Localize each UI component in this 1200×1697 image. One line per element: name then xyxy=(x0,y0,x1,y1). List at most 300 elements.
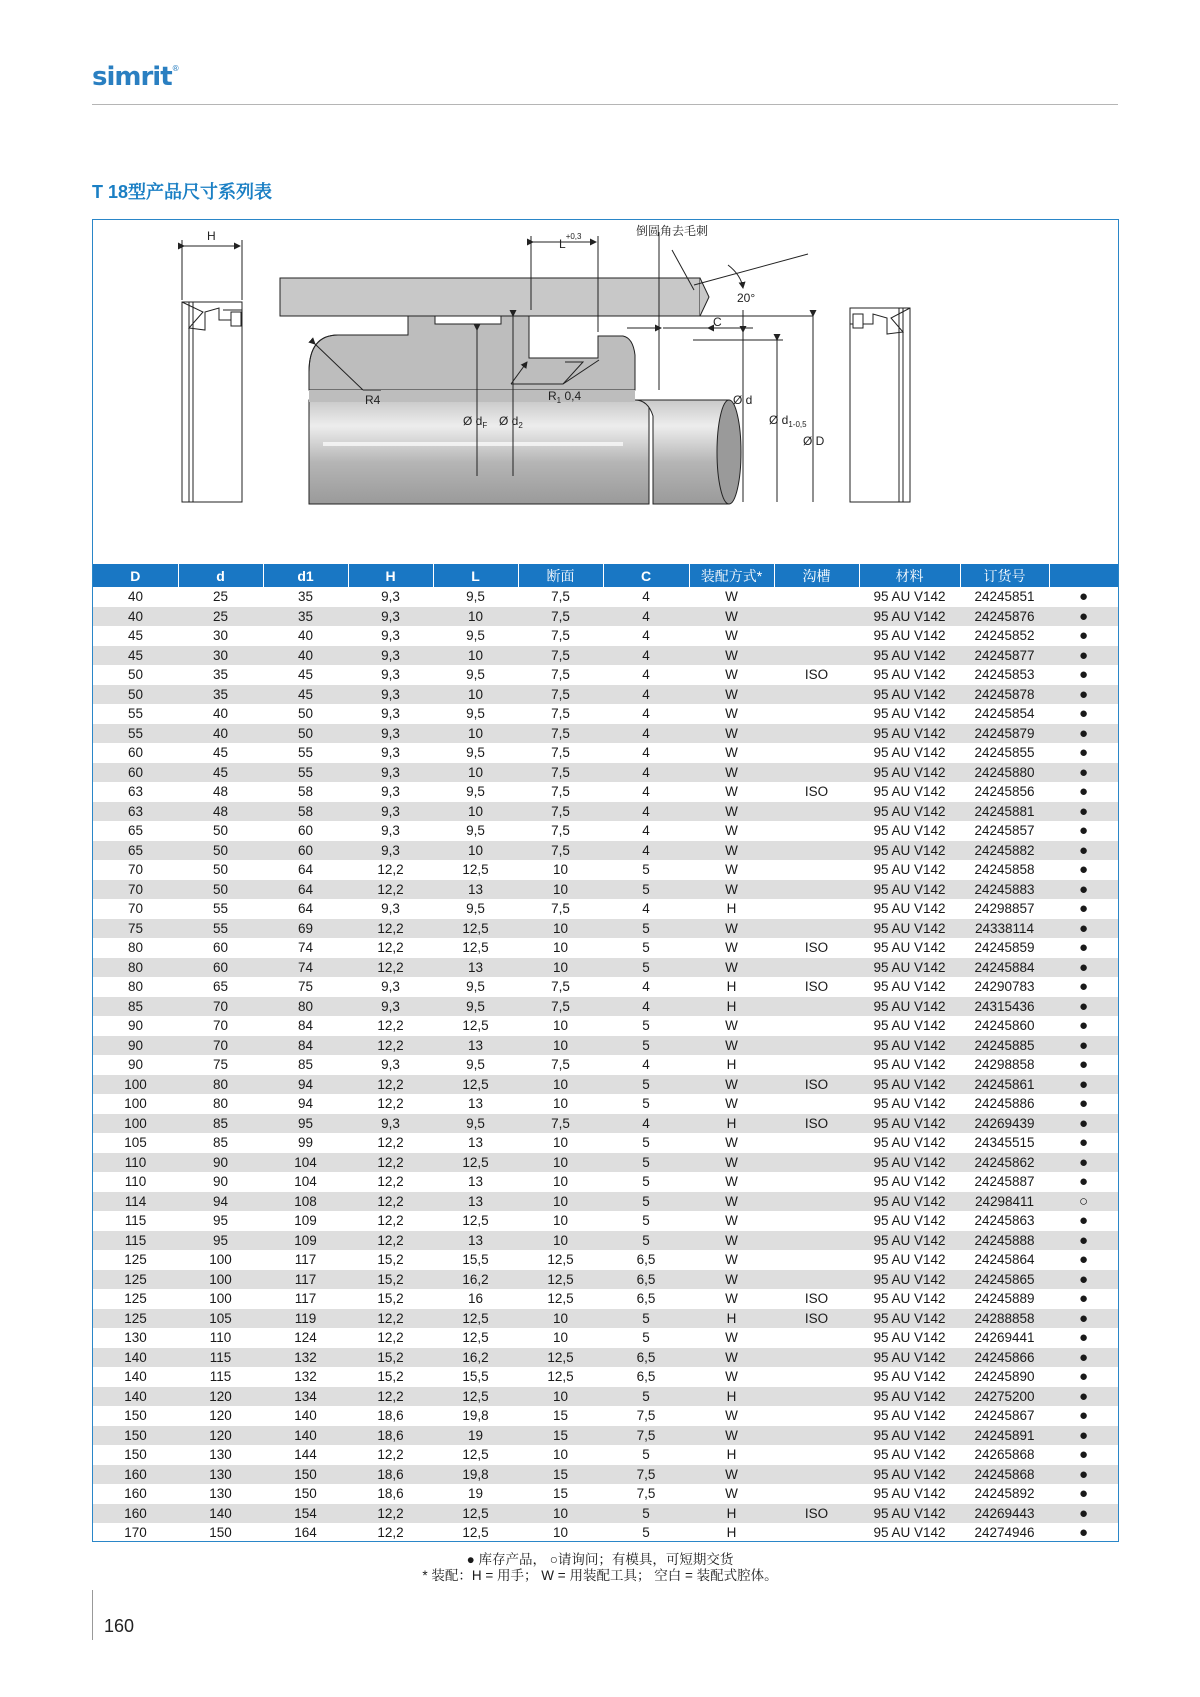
cell-material: 95 AU V142 xyxy=(859,1192,960,1212)
legend-assembly-note: * 装配：H = 用手； W = 用装配工具； 空白 = 装配式腔体。 xyxy=(422,1568,778,1583)
cell-outer-diameter: 105 xyxy=(124,1135,147,1150)
cell-material: 95 AU V142 xyxy=(873,745,946,760)
cell-groove xyxy=(774,1250,859,1270)
cell-h: 9,3 xyxy=(381,667,400,682)
cell-stock xyxy=(1049,724,1118,744)
cell-section: 10 xyxy=(552,1018,569,1033)
cell-section: 10 xyxy=(552,1213,569,1228)
cell-groove xyxy=(774,1406,859,1426)
in-stock-icon: ● xyxy=(1078,1173,1089,1190)
cell-section: 10 xyxy=(552,1135,569,1150)
cell-c: 4 xyxy=(642,823,650,838)
cell-groove xyxy=(774,1172,859,1192)
cell-h: 15,2 xyxy=(377,1369,404,1384)
cell-d1: 108 xyxy=(263,1192,348,1212)
cell-order-no: 24288858 xyxy=(960,1309,1049,1329)
cell-material: 95 AU V142 xyxy=(873,901,946,916)
cell-l: 12,5 xyxy=(433,919,518,939)
cell-d1: 94 xyxy=(263,1075,348,1095)
cell-order-no: 24245883 xyxy=(960,880,1049,900)
cell-inner-diameter: 94 xyxy=(178,1192,263,1212)
cell-outer-diameter: 140 xyxy=(93,1348,178,1368)
table-row xyxy=(93,977,1118,997)
cell-h: 9,3 xyxy=(381,628,400,643)
cell-l: 19 xyxy=(467,1486,484,1501)
cell-inner-diameter: 130 xyxy=(209,1447,232,1462)
cell-order-no: 24298411 xyxy=(960,1192,1049,1212)
cell-assembly: W xyxy=(689,1075,774,1095)
cell-section: 7,5 xyxy=(551,667,570,682)
cell-stock xyxy=(1049,1192,1118,1212)
cell-outer-diameter: 45 xyxy=(127,628,144,643)
cell-inner-diameter: 80 xyxy=(212,1096,229,1111)
in-stock-icon: ● xyxy=(1078,900,1089,917)
cell-inner-diameter: 35 xyxy=(212,667,229,682)
cell-groove xyxy=(774,626,859,646)
cell-h: 9,3 xyxy=(381,706,400,721)
cell-inner-diameter: 100 xyxy=(209,1252,232,1267)
cell-inner-diameter: 50 xyxy=(212,862,229,877)
cell-order-no: 24290783 xyxy=(974,979,1035,994)
cell-assembly: H xyxy=(689,1387,774,1407)
cell-order-no: 24245890 xyxy=(974,1369,1035,1384)
in-stock-icon: ● xyxy=(1078,880,1089,898)
cell-material: 95 AU V142 xyxy=(873,862,946,877)
cell-stock xyxy=(1049,1231,1118,1251)
cell-section: 10 xyxy=(552,1174,569,1189)
cell-stock xyxy=(1049,1309,1118,1329)
cell-d1: 69 xyxy=(263,919,348,939)
cell-groove xyxy=(774,724,859,744)
cell-inner-diameter: 70 xyxy=(178,997,263,1017)
in-stock-icon: ● xyxy=(1078,1407,1089,1424)
cell-groove xyxy=(774,919,859,939)
cell-c: 5 xyxy=(642,1330,650,1345)
cell-h: 15,2 xyxy=(348,1348,433,1368)
cell-order-no: 24275200 xyxy=(960,1387,1049,1407)
cell-inner-diameter: 30 xyxy=(178,646,263,666)
cell-inner-diameter: 100 xyxy=(209,1291,232,1306)
in-stock-icon: ● xyxy=(1078,685,1089,703)
table-row xyxy=(93,665,1118,685)
cell-material: 95 AU V142 xyxy=(873,1135,946,1150)
cell-l: 10 xyxy=(433,685,518,705)
cell-stock xyxy=(1049,1328,1118,1348)
cell-assembly: H xyxy=(689,1504,774,1524)
table-row xyxy=(93,821,1118,841)
cell-l: 15,5 xyxy=(462,1369,489,1384)
cell-stock xyxy=(1049,685,1118,705)
cell-l: 15,5 xyxy=(462,1252,489,1267)
cell-h: 12,2 xyxy=(377,1213,404,1228)
cell-assembly: H xyxy=(726,1525,737,1540)
cell-material: 95 AU V142 xyxy=(859,1114,960,1134)
cell-section: 7,5 xyxy=(551,628,570,643)
cell-d1: 117 xyxy=(294,1252,317,1267)
table-row xyxy=(93,587,1118,607)
cell-l: 16,2 xyxy=(433,1270,518,1290)
page-number: 160 xyxy=(104,1616,135,1636)
cell-assembly: W xyxy=(689,1348,774,1368)
cell-h: 12,2 xyxy=(377,862,404,877)
cell-section: 7,5 xyxy=(551,979,570,994)
cell-l: 9,5 xyxy=(433,1114,518,1134)
cell-c: 5 xyxy=(603,1387,689,1407)
cell-order-no: 24245885 xyxy=(960,1036,1049,1056)
cell-stock xyxy=(1049,646,1118,666)
table-row xyxy=(93,1387,1118,1407)
cell-order-no: 24345515 xyxy=(974,1135,1035,1150)
cell-c: 5 xyxy=(642,862,650,877)
cell-inner-diameter: 120 xyxy=(209,1408,232,1423)
cell-assembly: H xyxy=(726,1057,737,1072)
cell-section: 7,5 xyxy=(551,901,570,916)
in-stock-icon: ● xyxy=(1078,1446,1089,1463)
cell-outer-diameter: 40 xyxy=(127,589,144,604)
cell-d1: 64 xyxy=(297,862,314,877)
col-header-l: L xyxy=(433,564,518,587)
cell-d1: 55 xyxy=(263,763,348,783)
cell-groove xyxy=(774,763,859,783)
cell-section: 15 xyxy=(552,1486,569,1501)
cell-inner-diameter: 115 xyxy=(209,1369,232,1384)
cell-section: 7,5 xyxy=(551,745,570,760)
cell-assembly: W xyxy=(725,1369,738,1384)
cell-l: 9,5 xyxy=(433,997,518,1017)
cell-d1: 124 xyxy=(294,1330,317,1345)
in-stock-icon: ● xyxy=(1078,1485,1089,1502)
cell-h: 15,2 xyxy=(377,1252,404,1267)
cell-groove xyxy=(774,1328,859,1348)
in-stock-icon: ● xyxy=(1078,1387,1089,1405)
in-stock-icon: ● xyxy=(1078,958,1089,976)
cell-section: 10 xyxy=(518,958,603,978)
cell-assembly: W xyxy=(689,880,774,900)
cell-l: 13 xyxy=(433,1231,518,1251)
cell-stock xyxy=(1049,607,1118,627)
cell-stock xyxy=(1049,802,1118,822)
cell-l: 12,5 xyxy=(433,1504,518,1524)
cell-assembly: W xyxy=(725,1330,738,1345)
cell-outer-diameter: 160 xyxy=(124,1486,147,1501)
cell-inner-diameter: 35 xyxy=(178,685,263,705)
cell-outer-diameter: 55 xyxy=(93,724,178,744)
table-row xyxy=(93,802,1118,822)
cell-d1: 64 xyxy=(297,901,314,916)
cell-c: 5 xyxy=(603,1153,689,1173)
cell-c: 4 xyxy=(642,979,650,994)
cell-h: 9,3 xyxy=(348,841,433,861)
table-row xyxy=(93,763,1118,783)
col-header-section: 断面 xyxy=(518,564,603,587)
cell-l: 9,5 xyxy=(466,784,485,799)
cell-section: 7,5 xyxy=(518,724,603,744)
label-c: C xyxy=(713,315,722,329)
cell-order-no: 24298858 xyxy=(974,1057,1035,1072)
cell-c: 4 xyxy=(642,706,650,721)
cell-order-no: 24245878 xyxy=(960,685,1049,705)
cell-order-no: 24269441 xyxy=(974,1330,1035,1345)
table-row xyxy=(93,1328,1118,1348)
in-stock-icon: ● xyxy=(1078,607,1089,625)
cell-stock xyxy=(1049,1406,1118,1426)
cell-inner-diameter: 45 xyxy=(212,745,229,760)
cell-material: 95 AU V142 xyxy=(873,1369,946,1384)
table-row xyxy=(93,685,1118,705)
cell-c: 4 xyxy=(603,607,689,627)
cell-stock xyxy=(1049,1289,1118,1309)
cell-stock xyxy=(1049,1504,1118,1524)
cell-assembly: W xyxy=(689,1465,774,1485)
cell-h: 12,2 xyxy=(377,1447,404,1462)
cell-assembly: W xyxy=(689,646,774,666)
cell-material: 95 AU V142 xyxy=(873,1057,946,1072)
cell-material: 95 AU V142 xyxy=(873,823,946,838)
in-stock-icon: ● xyxy=(1078,822,1089,839)
cell-assembly: W xyxy=(725,940,738,955)
label-d1: Ø $d_{1-0,5}$ xyxy=(769,413,807,429)
cell-stock xyxy=(1049,841,1118,861)
cell-stock xyxy=(1049,1367,1118,1387)
label-h: H xyxy=(207,229,216,243)
cell-groove xyxy=(774,1387,859,1407)
cell-outer-diameter: 160 xyxy=(93,1504,178,1524)
cell-groove xyxy=(774,1426,859,1446)
cell-h: 12,2 xyxy=(377,1174,404,1189)
header-divider xyxy=(92,104,1118,105)
col-header-assembly: 装配方式* xyxy=(689,564,774,587)
cell-outer-diameter: 100 xyxy=(124,1096,147,1111)
cell-c: 5 xyxy=(642,1018,650,1033)
cell-h: 15,2 xyxy=(348,1270,433,1290)
col-header-inner-diameter: d xyxy=(178,564,263,587)
cell-c: 7,5 xyxy=(636,1486,656,1501)
cell-stock xyxy=(1049,880,1118,900)
cell-order-no: 24245882 xyxy=(960,841,1049,861)
dimension-table xyxy=(93,564,1118,1543)
cell-c: 5 xyxy=(642,1447,650,1462)
cell-d1: 75 xyxy=(297,979,314,994)
table-row xyxy=(93,607,1118,627)
cell-section: 15 xyxy=(518,1426,603,1446)
table-row xyxy=(93,704,1118,724)
table-row xyxy=(93,899,1118,919)
table-row xyxy=(93,880,1118,900)
cell-d1: 109 xyxy=(263,1231,348,1251)
in-stock-icon: ● xyxy=(1078,1212,1089,1229)
cell-section: 10 xyxy=(518,1153,603,1173)
cell-material: 95 AU V142 xyxy=(873,940,946,955)
cell-stock xyxy=(1049,1016,1118,1036)
cell-l: 10 xyxy=(433,646,518,666)
cell-groove xyxy=(774,1153,859,1173)
cell-material: 95 AU V142 xyxy=(873,1213,946,1228)
cell-d1: 60 xyxy=(297,823,314,838)
cell-section: 12,5 xyxy=(547,1252,574,1267)
cell-section: 7,5 xyxy=(518,607,603,627)
cell-h: 9,3 xyxy=(348,763,433,783)
cell-inner-diameter: 105 xyxy=(178,1309,263,1329)
cell-h: 18,6 xyxy=(348,1426,433,1446)
cell-c: 4 xyxy=(642,745,650,760)
table-row xyxy=(93,919,1118,939)
footer-rule xyxy=(92,1590,93,1640)
cell-assembly: W xyxy=(689,724,774,744)
cell-d1: 74 xyxy=(263,958,348,978)
cell-section: 7,5 xyxy=(551,589,570,604)
cell-d1: 64 xyxy=(263,880,348,900)
cell-l: 12,5 xyxy=(462,1525,489,1540)
cell-c: 4 xyxy=(603,685,689,705)
cell-order-no: 24245862 xyxy=(960,1153,1049,1173)
cell-h: 12,2 xyxy=(377,1525,404,1540)
cell-l: 12,5 xyxy=(462,1330,489,1345)
cell-d1: 150 xyxy=(263,1465,348,1485)
cell-h: 12,2 xyxy=(348,1153,433,1173)
cell-assembly: W xyxy=(689,1270,774,1290)
table-row xyxy=(93,1153,1118,1173)
cell-outer-diameter: 50 xyxy=(93,685,178,705)
cell-material: 95 AU V142 xyxy=(873,784,946,799)
cell-c: 6,5 xyxy=(636,1369,656,1384)
table-row xyxy=(93,1523,1118,1543)
cell-d1: 134 xyxy=(263,1387,348,1407)
cell-d1: 50 xyxy=(263,724,348,744)
cell-d1: 150 xyxy=(294,1486,317,1501)
cell-order-no: 24245859 xyxy=(974,940,1035,955)
label-chamfer-note: 倒圆角去毛刺 xyxy=(636,224,709,238)
cell-stock xyxy=(1049,587,1118,607)
cell-material: 95 AU V142 xyxy=(873,1252,946,1267)
cell-l: 12,5 xyxy=(462,1018,489,1033)
in-stock-icon: ● xyxy=(1078,1114,1089,1132)
cell-order-no: 24245851 xyxy=(974,589,1035,604)
cell-c: 4 xyxy=(603,646,689,666)
cell-stock xyxy=(1049,1445,1118,1465)
cell-inner-diameter: 65 xyxy=(212,979,229,994)
cell-stock xyxy=(1049,665,1118,685)
table-row xyxy=(93,1172,1118,1192)
cell-d1: 164 xyxy=(294,1525,317,1540)
cell-c: 6,5 xyxy=(636,1252,656,1267)
cell-h: 12,2 xyxy=(348,1387,433,1407)
table-row xyxy=(93,1231,1118,1251)
label-d2: Ø $d_2$ xyxy=(499,414,523,430)
cell-outer-diameter: 160 xyxy=(93,1465,178,1485)
cell-outer-diameter: 70 xyxy=(93,880,178,900)
cell-order-no: 24338114 xyxy=(960,919,1049,939)
cell-c: 5 xyxy=(642,1096,650,1111)
in-stock-icon: ● xyxy=(1078,997,1089,1015)
cell-order-no: 24245889 xyxy=(974,1291,1035,1306)
in-stock-icon: ● xyxy=(1078,1153,1089,1171)
cell-c: 5 xyxy=(642,1135,650,1150)
cell-stock xyxy=(1049,919,1118,939)
cell-assembly: W xyxy=(725,706,738,721)
in-stock-icon: ● xyxy=(1078,841,1089,859)
cell-d1: 40 xyxy=(263,646,348,666)
cell-material: 95 AU V142 xyxy=(859,685,960,705)
cell-h: 12,2 xyxy=(377,1018,404,1033)
cell-stock xyxy=(1049,860,1118,880)
in-stock-icon: ● xyxy=(1078,1036,1089,1054)
cell-groove xyxy=(774,899,859,919)
cell-order-no: 24245868 xyxy=(960,1465,1049,1485)
table-row xyxy=(93,1036,1118,1056)
cell-d1: 99 xyxy=(297,1135,314,1150)
cell-stock xyxy=(1049,938,1118,958)
cell-l: 10 xyxy=(433,841,518,861)
cell-material: 95 AU V142 xyxy=(859,646,960,666)
cell-order-no: 24245888 xyxy=(960,1231,1049,1251)
table-row xyxy=(93,1250,1118,1270)
in-stock-icon: ● xyxy=(1078,802,1089,820)
cell-stock xyxy=(1049,1211,1118,1231)
table-row xyxy=(93,1406,1118,1426)
cell-groove: ISO xyxy=(774,1309,859,1329)
cell-l: 19,8 xyxy=(433,1465,518,1485)
cell-c: 4 xyxy=(603,997,689,1017)
cell-c: 4 xyxy=(603,1114,689,1134)
cell-groove: ISO xyxy=(804,940,829,955)
cell-h: 9,3 xyxy=(348,646,433,666)
table-row xyxy=(93,860,1118,880)
cell-h: 12,2 xyxy=(348,1192,433,1212)
cell-inner-diameter: 75 xyxy=(212,1057,229,1072)
cell-outer-diameter: 70 xyxy=(127,901,144,916)
cell-c: 7,5 xyxy=(636,1408,656,1423)
in-stock-icon: ● xyxy=(1078,744,1089,761)
table-row xyxy=(93,1445,1118,1465)
cell-groove xyxy=(774,1523,859,1543)
seal-installation-drawing xyxy=(93,220,1118,564)
cell-material: 95 AU V142 xyxy=(873,1447,946,1462)
cell-groove xyxy=(774,1270,859,1290)
cell-h: 12,2 xyxy=(348,1309,433,1329)
cell-outer-diameter: 45 xyxy=(93,646,178,666)
cell-groove xyxy=(774,1445,859,1465)
cell-section: 10 xyxy=(518,1309,603,1329)
cell-c: 6,5 xyxy=(603,1348,689,1368)
cell-assembly: W xyxy=(689,841,774,861)
cell-l: 16 xyxy=(467,1291,484,1306)
cell-groove xyxy=(774,1094,859,1114)
cell-inner-diameter: 60 xyxy=(178,958,263,978)
table-row xyxy=(93,997,1118,1017)
cell-l: 9,5 xyxy=(466,706,485,721)
cell-inner-diameter: 70 xyxy=(178,1036,263,1056)
cell-material: 95 AU V142 xyxy=(859,841,960,861)
cell-inner-diameter: 150 xyxy=(209,1525,232,1540)
cell-groove xyxy=(774,1192,859,1212)
cell-h: 12,2 xyxy=(348,1504,433,1524)
cell-section: 10 xyxy=(518,1231,603,1251)
seal-side-view-left xyxy=(182,302,242,502)
cell-section: 12,5 xyxy=(518,1270,603,1290)
cell-material: 95 AU V142 xyxy=(859,1348,960,1368)
cell-inner-diameter: 40 xyxy=(212,706,229,721)
cell-section: 10 xyxy=(552,1447,569,1462)
cell-outer-diameter: 65 xyxy=(127,823,144,838)
table-row xyxy=(93,1270,1118,1290)
brand-logo: simrit® xyxy=(92,62,179,92)
cell-stock xyxy=(1049,1153,1118,1173)
table-row xyxy=(93,1348,1118,1368)
cell-stock xyxy=(1049,977,1118,997)
cell-groove: ISO xyxy=(804,784,829,799)
cell-groove: ISO xyxy=(774,1504,859,1524)
cell-h: 9,3 xyxy=(348,997,433,1017)
